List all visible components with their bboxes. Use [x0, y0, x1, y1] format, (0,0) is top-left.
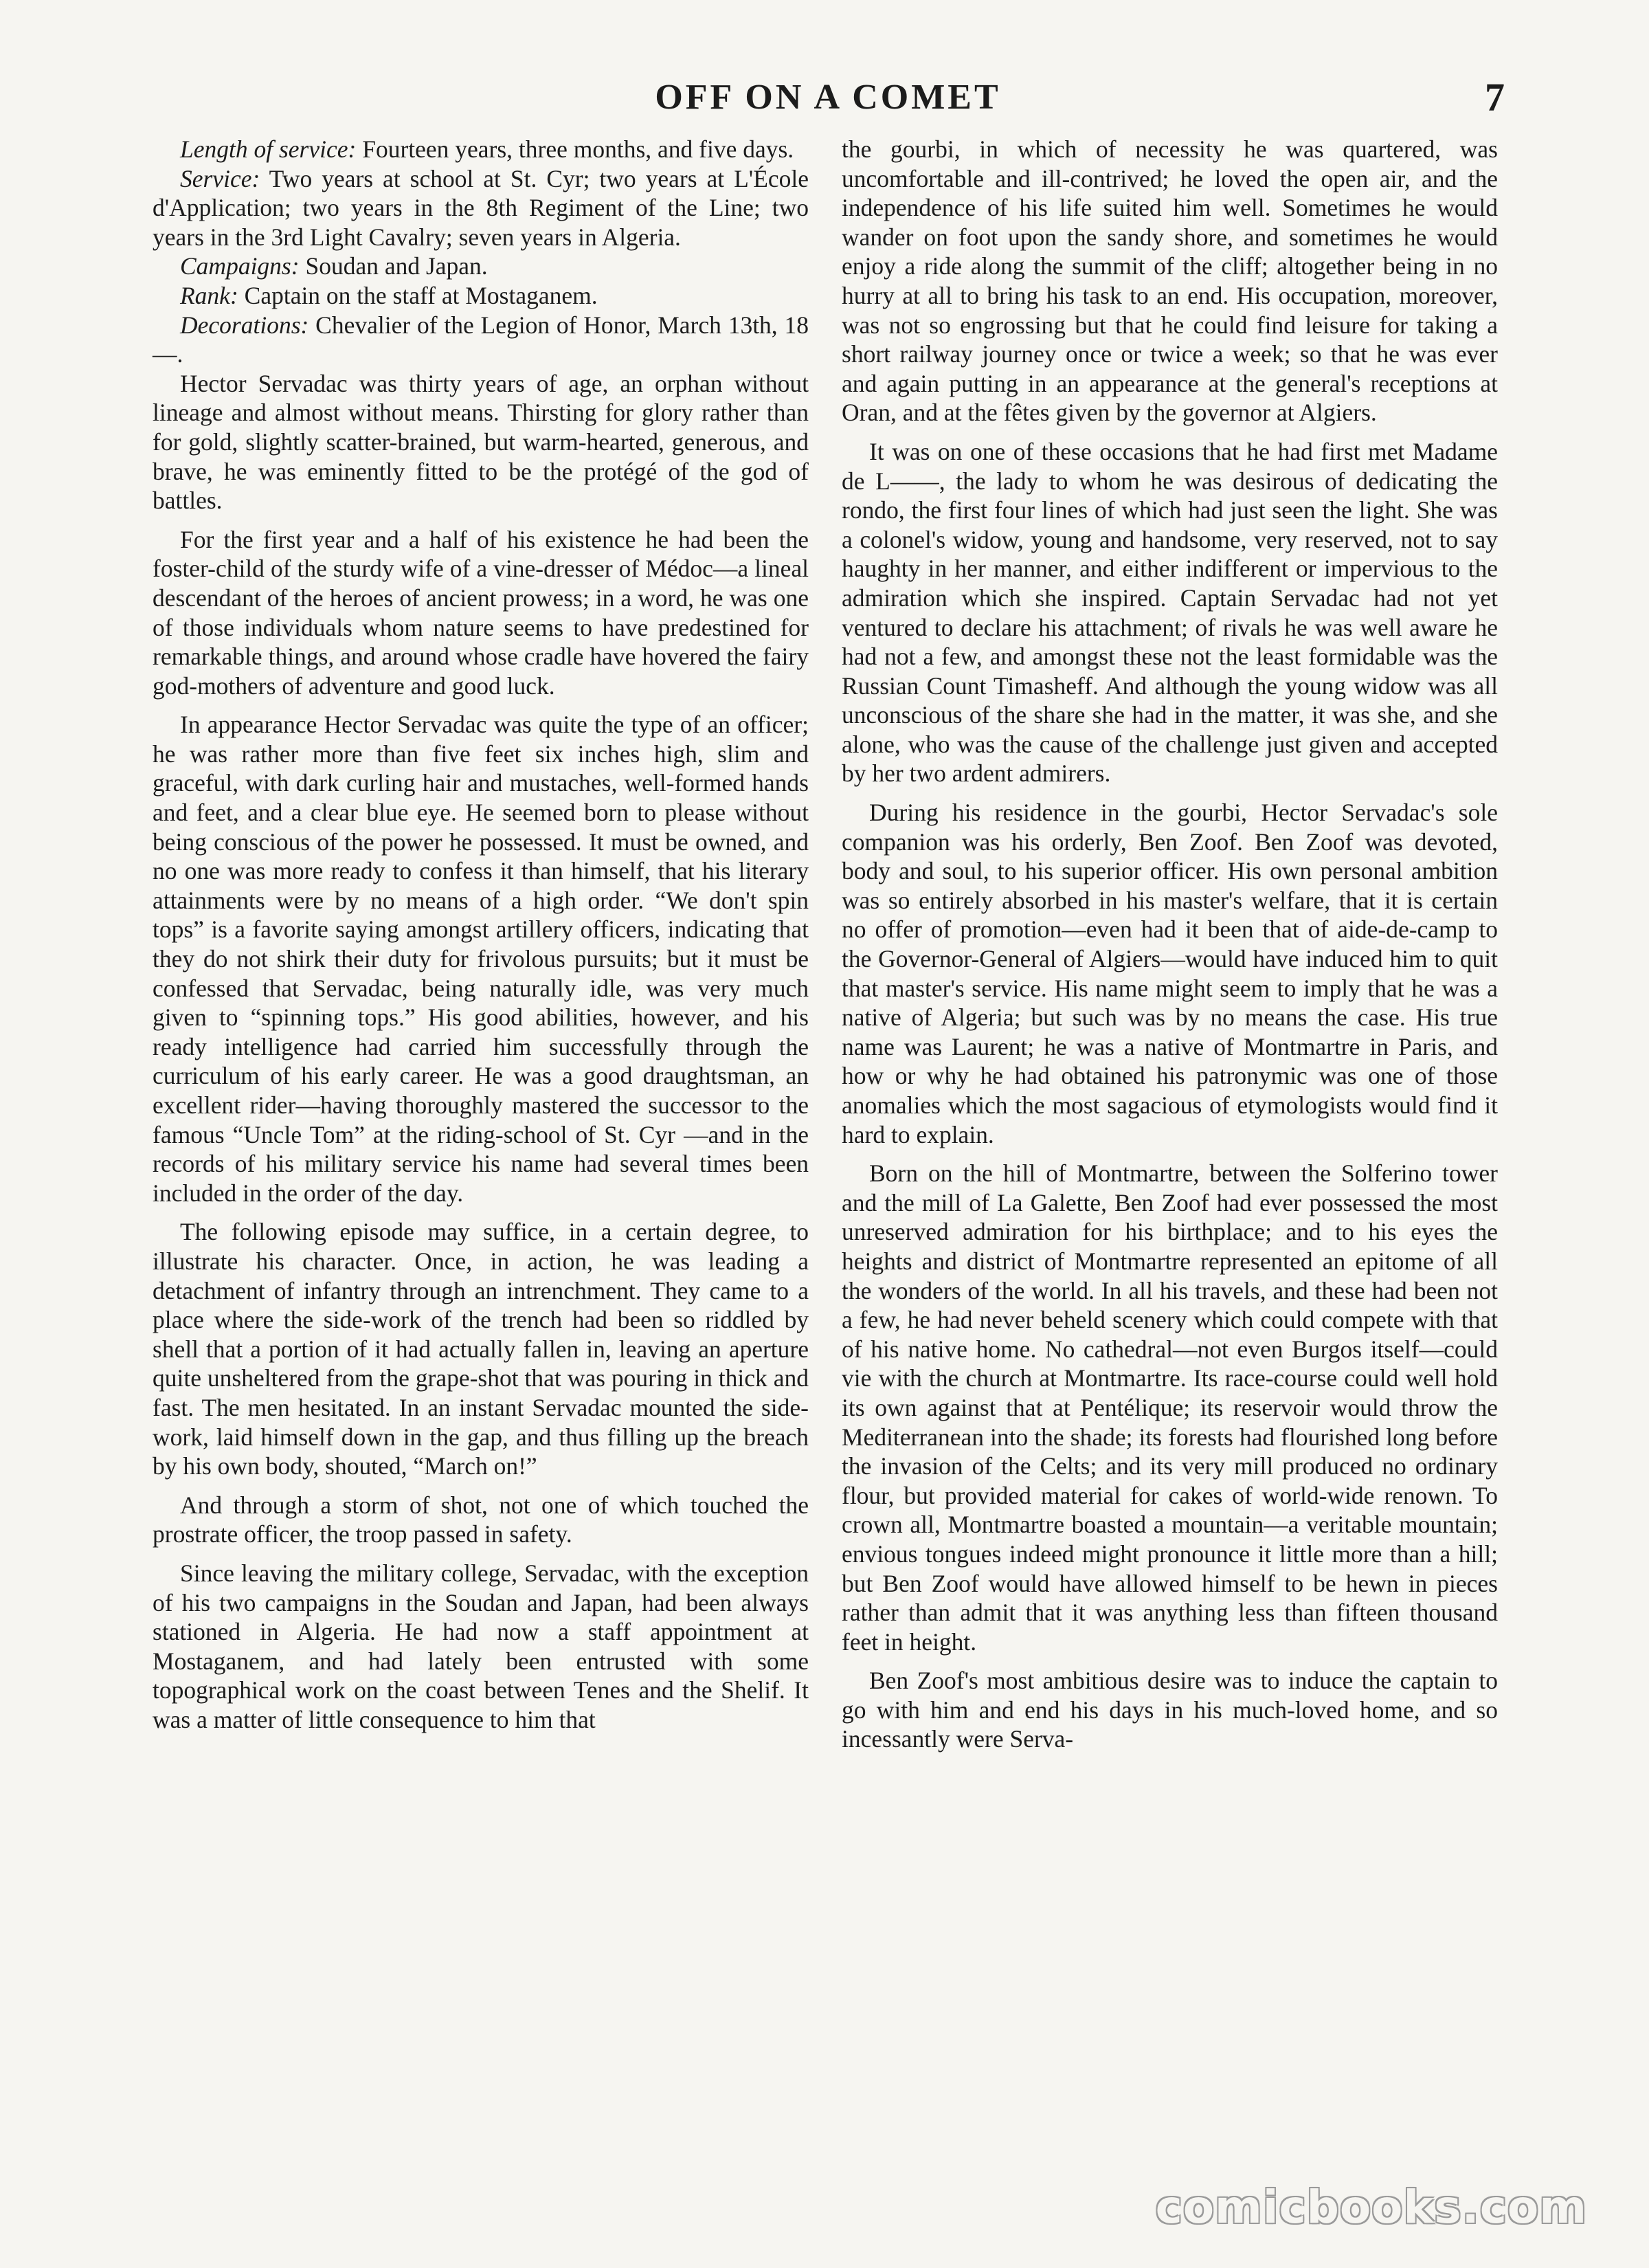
paragraph: In appearance Hector Servadac was quite the type of an officer; he was rather more than five feet six inches high, slim and graceful, with dark curling hair and mustaches, well-formed hands and feet, and a clear blue eye. He seemed born to please without being conscious of the power he possessed. It must be owned, and no one was more ready to confess it than himself, that his literary attainments were by no means of a high order. “We don't spin tops” is a favorite saying amongst artillery officers, indicating that they do not shirk their duty for frivolous pursuits; but it must be confessed that Servadac, being naturally idle, was very much given to “spinning tops.” His good abilities, however, and his ready intelligence had carried him successfully through the curriculum of his early career. He was a good draughtsman, an excellent rider—having thoroughly mastered the successor to the famous “Uncle Tom” at the riding-school of St. Cyr —and in the records of his military service his name had several times been included in the order of the day.: [153, 711, 809, 1207]
paragraph: Since leaving the military college, Servadac, with the exception of his two campaigns in the Soudan and Japan, had been always stationed in Algeria. He had now a staff appointment at Mostaganem, and had lately been entrusted with some topographical work on the coast between Tenes and the Shelif. It was a matter of little consequence to him that: [153, 1559, 809, 1733]
page-header: [151, 77, 1505, 126]
record-text: Chevalier of the Legion of Honor, March 13th, 18—.: [153, 311, 809, 368]
paragraph: For the first year and a half of his existence he had been the foster-child of the sturdy wife of a vine-dresser of Médoc—a lineal descendant of the heroes of ancient prowess; in a word, he was one of those individuals whom nature seems to have predestined for remarkable things, and around whose cradle have hovered the fairy god-mothers of adventure and good luck.: [153, 525, 809, 700]
page-number: 7: [1485, 75, 1505, 120]
record-text: Captain on the staff at Mostaganem.: [244, 281, 598, 309]
record-label: Rank:: [180, 281, 238, 309]
record-text: Fourteen years, three months, and five days.: [362, 135, 794, 163]
record-entry: [153, 164, 809, 252]
watermark: comicbooks.com: [1155, 2181, 1587, 2234]
paragraph: Born on the hill of Montmartre, between the Solferino tower and the mill of La Galette, Ben Zoof had ever possessed the most unreserved admiration for his birthplace; and to his eyes the heights and district of Montmartre represented an epitome of all the wonders of the world. In all his travels, and these had been not a few, he had never beheld scenery which could compete with that of his native home. No cathedral—not even Burgos itself—could vie with the church at Montmartre. Its race-course could well hold its own against that at Pentélique; its reservoir would throw the Mediterranean into the shade; its forests had flourished long before the invasion of the Celts; and its very mill produced no ordinary flour, but provided material for cakes of world-wide renown. To crown all, Montmartre boasted a mountain—a veritable mountain; envious tongues indeed might pronounce it little more than a hill; but Ben Zoof would have allowed himself to be hewn in pieces rather than admit that it was anything less than fifteen thousand feet in height.: [842, 1159, 1498, 1656]
paragraph: the gourbi, in which of necessity he was quartered, was uncomfortable and ill-contrived; he loved the open air, and the independence of his life suited him well. Sometimes he would wander on foot upon the sandy shore, and sometimes he would enjoy a ride along the summit of the cliff; altogether being in no hurry at all to bring his task to an end. His occupation, moreover, was not so engrossing but that he could find leisure for taking a short railway journey once or twice a week; so that he was ever and again putting in an appearance at the general's receptions at Oran, and at the fêtes given by the governor at Algiers.: [842, 135, 1498, 427]
left-column: [153, 135, 809, 1734]
record-label: Length of service:: [180, 135, 357, 163]
running-title: OFF ON A COMET: [655, 78, 1001, 117]
record-entry: [153, 135, 809, 164]
paragraph: During his residence in the gourbi, Hector Servadac's sole companion was his orderly, Ben Zoof. Ben Zoof was devoted, body and soul, to his superior officer. His own personal ambition was so entirely absorbed in his master's welfare, that it is certain no offer of promotion—even had it been that of aide-de-camp to the Governor-General of Algiers—would have induced him to quit that master's service. His name might seem to imply that he was a native of Algeria; but such was by no means the case. His true name was Laurent; he was a native of Montmartre in Paris, and how or why he had obtained his patronymic was one of those anomalies which the most sagacious of etymologists would find it hard to explain.: [842, 799, 1498, 1148]
record-label: Campaigns:: [180, 252, 300, 280]
record-entry: [153, 281, 809, 311]
paragraph: And through a storm of shot, not one of which touched the prostrate officer, the troop passed in safety.: [153, 1491, 809, 1548]
paragraph: Hector Servadac was thirty years of age, an orphan without lineage and almost without means. Thirsting for glory rather than for gold, slightly scatter-brained, but warm-hearted, generous, and brave, he was eminently fitted to be the protégé of the god of battles.: [153, 369, 809, 515]
record-entry: [153, 311, 809, 369]
record-label: Decorations:: [180, 311, 309, 339]
paragraph: The following episode may suffice, in a certain degree, to illustrate his character. Once, in action, he was leading a detachment of infantry through an intrenchment. They came to a place where the side-work of the trench had been so riddled by shell that a portion of it had actually fallen in, leaving an aperture quite unsheltered from the grape-shot that was pouring in thick and fast. The men hesitated. In an instant Servadac mounted the side-work, laid himself down in the gap, and thus filling up the breach by his own body, shouted, “March on!”: [153, 1218, 809, 1480]
record-label: Service:: [180, 164, 260, 192]
paragraph: It was on one of these occasions that he had first met Madame de L——, the lady to whom he was desirous of dedicating the rondo, the first four lines of which had just seen the light. She was a colonel's widow, young and handsome, very reserved, not to say haughty in her manner, and either indifferent or impervious to the admiration which she inspired. Captain Servadac had not yet ventured to declare his attachment; of rivals he was well aware he had not a few, and amongst these not the least formidable was the Russian Count Timasheff. And although the young widow was all unconscious of the share she had in the matter, it was she, and she alone, who was the cause of the challenge just given and accepted by her two ardent admirers.: [842, 437, 1498, 788]
record-text: Soudan and Japan.: [305, 252, 488, 280]
record-text: Two years at school at St. Cyr; two years at L'École d'Application; two years in the 8th Regiment of the Line; two years in the 3rd Light Cavalry; seven years in Algeria.: [153, 164, 809, 251]
right-column: [842, 135, 1498, 1754]
paragraph: Ben Zoof's most ambitious desire was to induce the captain to go with him and end his days in his much-loved home, and so incessantly were Serva-: [842, 1667, 1498, 1753]
record-entry: [153, 252, 809, 281]
